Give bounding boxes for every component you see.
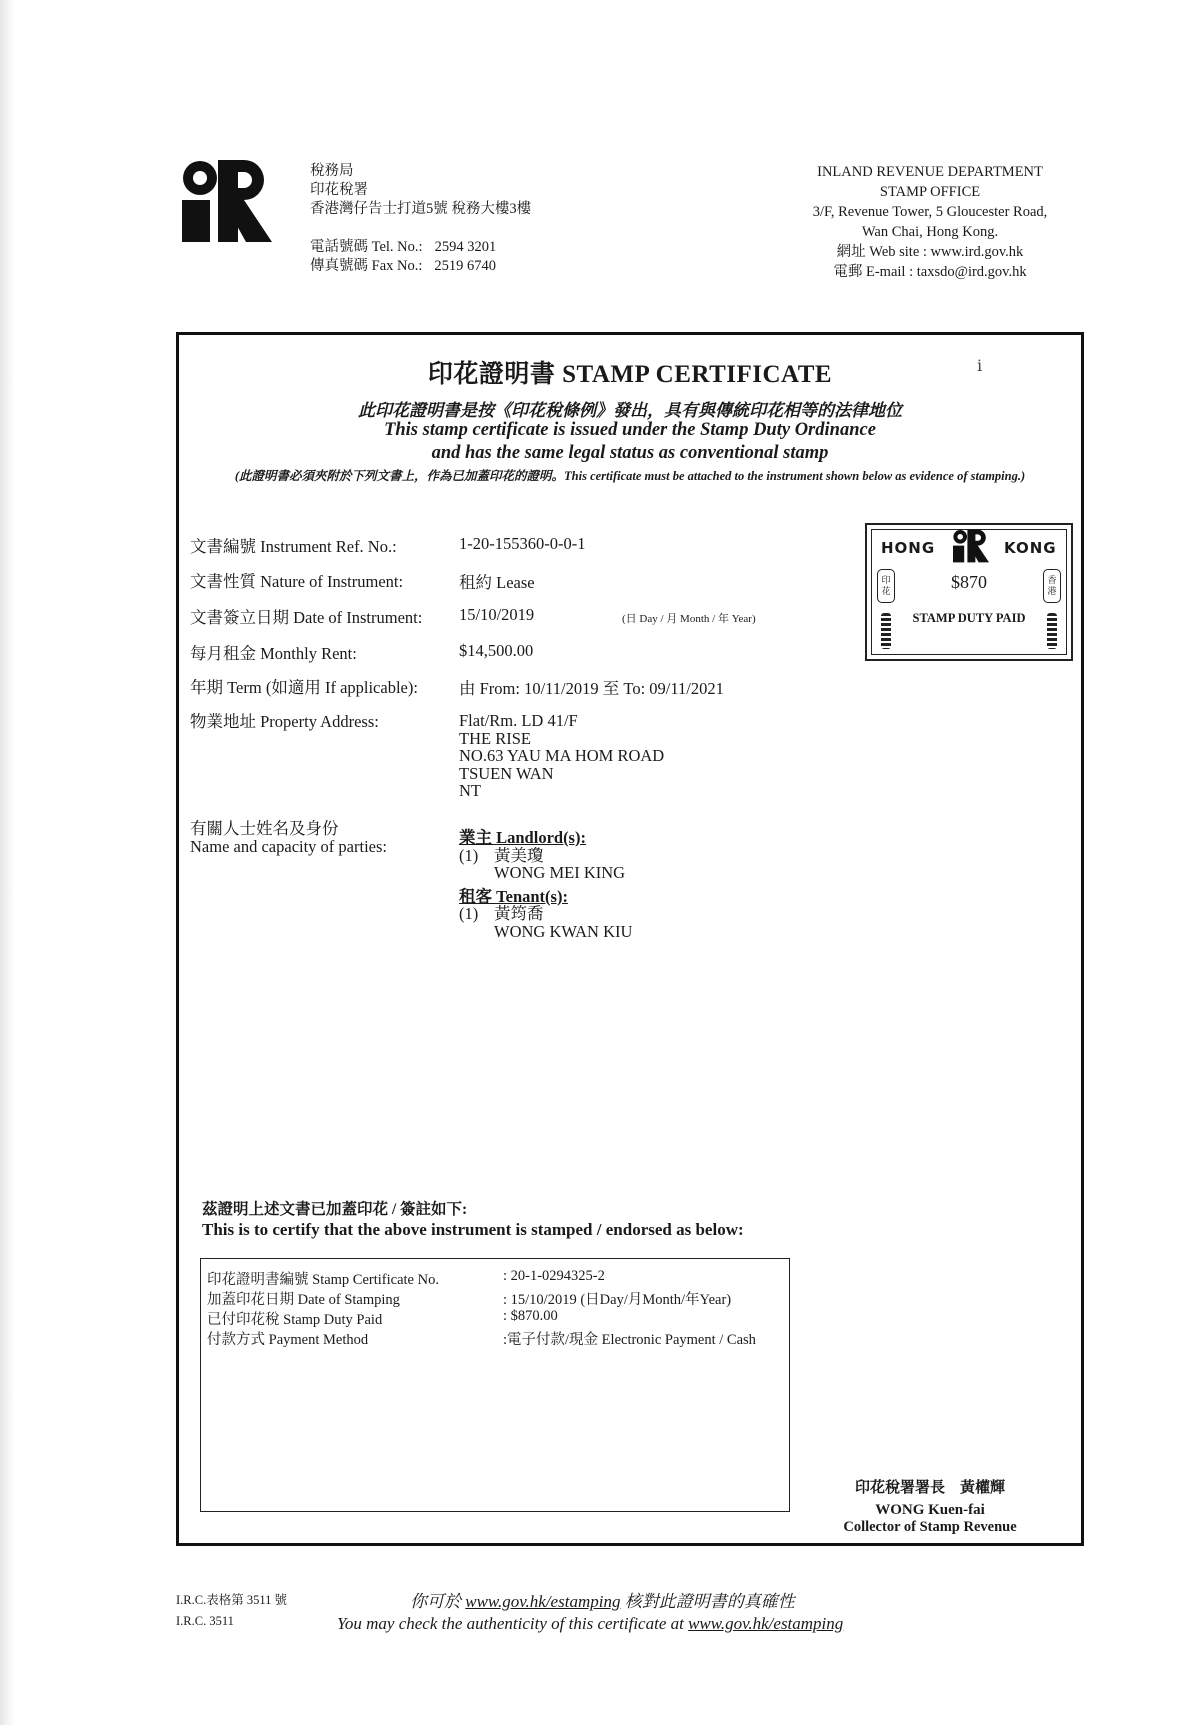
cert-no-value: : 20-1-0294325-2 [503, 1268, 605, 1284]
office-cn: 印花稅署 [310, 182, 368, 198]
stamp-paid-label: STAMP DUTY PAID [912, 611, 1026, 625]
landlord-name-en: WONG MEI KING [494, 863, 626, 882]
subtitle-en-1: This stamp certificate is issued under the Stamp Duty Ordinance [384, 420, 876, 440]
fax-number: 2519 6740 [434, 258, 496, 274]
fax-label: 傳真號碼 Fax No.: [310, 258, 423, 274]
date-value: 15/10/2019 [459, 605, 535, 624]
verify-link[interactable]: www.gov.hk/estamping [465, 1592, 621, 1611]
nature-label: 文書性質 Nature of Instrument: [190, 572, 404, 591]
tel-row [310, 238, 531, 257]
verify-cn-prefix: 你可於 [410, 1592, 461, 1611]
nature-value: 租約 Lease [459, 573, 535, 592]
rent-label: 每月租金 Monthly Rent: [190, 644, 357, 663]
ird-logo [182, 160, 272, 242]
address-cn: 香港灣仔告士打道5號 稅務大樓3樓 [310, 201, 532, 217]
tenant-names [494, 905, 632, 940]
parties-label [190, 820, 387, 855]
verify-cn-suffix: 核對此證明書的真確性 [624, 1592, 795, 1611]
header-left [310, 162, 531, 276]
parties-label-cn: 有關人士姓名及身份 [190, 819, 339, 838]
endorsement-box [200, 1258, 790, 1512]
landlord-heading: 業主 Landlord(s): [459, 828, 586, 847]
term-label: 年期 Term (如適用 If applicable): [190, 678, 418, 697]
verify-note-en [337, 1614, 843, 1634]
subtitle-cn: 此印花證明書是按《印花稅條例》發出，具有與傳統印花相等的法律地位 [358, 401, 902, 420]
collector-name: WONG Kuen-fai [875, 1502, 985, 1518]
certificate-title: 印花證明書 STAMP CERTIFICATE [427, 361, 833, 388]
subtitle-en-2: and has the same legal status as conventional stamp [431, 443, 829, 463]
certify-statement-en: This is to certify that the above instrument is stamped / endorsed as below: [202, 1220, 744, 1239]
tenant-number: (1) [459, 904, 479, 923]
landlord-names [494, 847, 625, 882]
page-edge-shadow [0, 0, 14, 1725]
form-number-cn: I.R.C.表格第 3511 號 [176, 1593, 287, 1607]
collector-title-cn: 印花稅署署長 黃權輝 [854, 1480, 1005, 1496]
duty-paid-value: : $870.00 [503, 1308, 558, 1324]
address-en-2: Wan Chai, Hong Kong. [861, 224, 999, 240]
address-line: NT [459, 781, 481, 800]
address-line: NO.63 YAU MA HOM ROAD [459, 746, 665, 765]
parties-label-en: Name and capacity of parties: [190, 836, 387, 856]
stamping-date-value: : 15/10/2019 (日Day/月Month/年Year) [503, 1292, 732, 1308]
verify-note-cn [410, 1587, 795, 1612]
certify-statement-cn: 茲證明上述文書已加蓋印花 / 簽註如下: [202, 1201, 468, 1218]
ird-mini-logo [953, 529, 989, 563]
scroll-ornament-icon [1047, 613, 1057, 649]
stamp-hong: HONG [881, 539, 936, 557]
tenant-name-cn: 黃筠喬 [494, 904, 544, 923]
tel-number: 2594 3201 [434, 239, 497, 255]
tenant-heading: 租客 Tenant(s): [459, 886, 568, 906]
collector-title-en: Collector of Stamp Revenue [843, 1519, 1017, 1535]
form-number-en: I.R.C. 3511 [176, 1614, 234, 1628]
date-label: 文書簽立日期 Date of Instrument: [190, 608, 423, 627]
email: 電郵 E-mail : taxsdo@ird.gov.hk [833, 264, 1027, 280]
office-en: STAMP OFFICE [879, 184, 981, 200]
attachment-note: (此證明書必須夾附於下列文書上，作為已加蓋印花的證明。This certificate must be attached to the instrument shown below as evidence of stamping.) [234, 469, 1026, 483]
rent-value: $14,500.00 [459, 641, 534, 660]
seal-left: 印花 [877, 569, 895, 603]
stamp-kong: KONG [1004, 539, 1057, 557]
tel-label: 電話號碼 Tel. No.: [310, 239, 423, 255]
landlord-row [459, 847, 632, 882]
website: 網址 Web site : www.ird.gov.hk [836, 244, 1024, 260]
payment-method-label: 付款方式 Payment Method [207, 1332, 369, 1348]
fax-row [310, 257, 531, 276]
tenant-name-en: WONG KWAN KIU [494, 921, 633, 941]
header-right [790, 162, 1070, 282]
landlord-number: (1) [459, 845, 479, 865]
cert-no-label: 印花證明書編號 Stamp Certificate No. [207, 1272, 439, 1288]
address-line: Flat/Rm. LD 41/F [459, 711, 578, 730]
address-en-1: 3/F, Revenue Tower, 5 Gloucester Road, [812, 204, 1048, 220]
date-format-hint: (日 Day / 月 Month / 年 Year) [622, 613, 756, 625]
term-value: 由 From: 10/11/2019 至 To: 09/11/2021 [459, 679, 724, 698]
property-address [459, 712, 664, 800]
tenant-row [459, 905, 632, 940]
payment-method-value: :電子付款/現金 Electronic Payment / Cash [503, 1332, 756, 1348]
stamp-amount: $870 [951, 572, 987, 592]
dept-en: INLAND REVENUE DEPARTMENT [817, 164, 1043, 180]
address-label: 物業地址 Property Address: [190, 712, 379, 731]
landlord-name-cn: 黃美瓊 [494, 845, 544, 865]
handwritten-mark: ⅰ [977, 358, 983, 375]
address-line: TSUEN WAN [459, 763, 554, 783]
ref-value: 1-20-155360-0-0-1 [459, 534, 586, 553]
address-line: THE RISE [459, 728, 531, 748]
stamping-date-label: 加蓋印花日期 Date of Stamping [207, 1292, 400, 1308]
scroll-ornament-icon [881, 613, 891, 649]
dept-cn: 稅務局 [310, 163, 354, 179]
ref-label: 文書編號 Instrument Ref. No.: [190, 537, 397, 556]
duty-paid-label: 已付印花稅 Stamp Duty Paid [207, 1312, 383, 1328]
stamp-duty-paid-box [865, 523, 1073, 661]
seal-right: 香港 [1043, 569, 1061, 603]
parties-list [459, 829, 632, 940]
verify-en-prefix: You may check the authenticity of this certificate at [337, 1614, 684, 1633]
verify-link[interactable]: www.gov.hk/estamping [688, 1614, 844, 1633]
